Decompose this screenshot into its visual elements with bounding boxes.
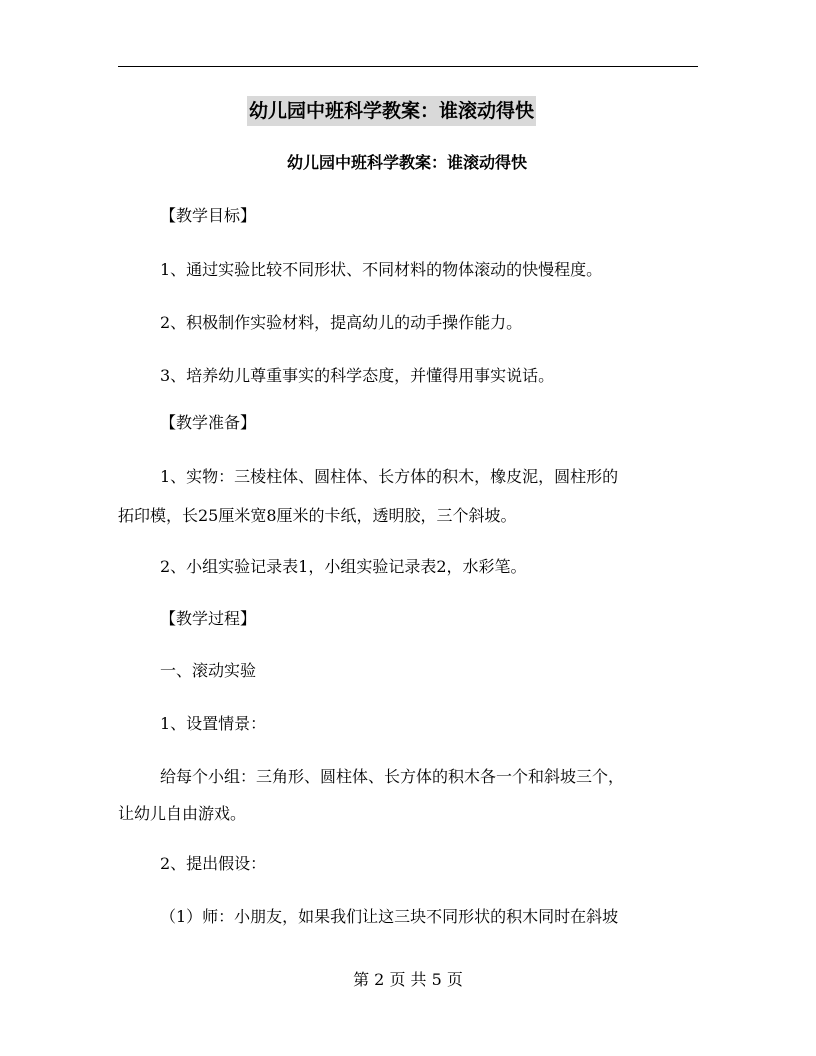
- paragraph-continuation: 拓印模，长25厘米宽8厘米的卡纸，透明胶，三个斜坡。: [118, 506, 517, 525]
- document-title: 幼儿园中班科学教案：谁滚动得快: [247, 96, 536, 126]
- paragraph: 一、滚动实验: [160, 661, 257, 680]
- paragraph: 2、积极制作实验材料，提高幼儿的动手操作能力。: [160, 313, 523, 332]
- section-heading-objectives: 【教学目标】: [160, 206, 257, 225]
- paragraph: 2、小组实验记录表1，小组实验记录表2，水彩笔。: [160, 557, 527, 576]
- document-subtitle: 幼儿园中班科学教案：谁滚动得快: [287, 153, 528, 172]
- paragraph: 2、提出假设：: [160, 854, 267, 873]
- paragraph: 1、通过实验比较不同形状、不同材料的物体滚动的快慢程度。: [160, 260, 603, 279]
- paragraph-continuation: 让幼儿自由游戏。: [118, 804, 247, 823]
- paragraph: 1、设置情景：: [160, 714, 267, 733]
- header-rule: [118, 66, 698, 67]
- paragraph: 3、培养幼儿尊重事实的科学态度，并懂得用事实说话。: [160, 366, 555, 385]
- paragraph: 1、实物：三棱柱体、圆柱体、长方体的积木，橡皮泥，圆柱形的: [160, 467, 619, 486]
- paragraph: 给每个小组：三角形、圆柱体、长方体的积木各一个和斜坡三个，: [160, 767, 625, 786]
- section-heading-process: 【教学过程】: [160, 609, 257, 628]
- page-number-footer: 第 2 页 共 5 页: [353, 970, 463, 989]
- paragraph: （1）师：小朋友，如果我们让这三块不同形状的积木同时在斜坡: [160, 907, 619, 926]
- section-heading-preparation: 【教学准备】: [160, 413, 257, 432]
